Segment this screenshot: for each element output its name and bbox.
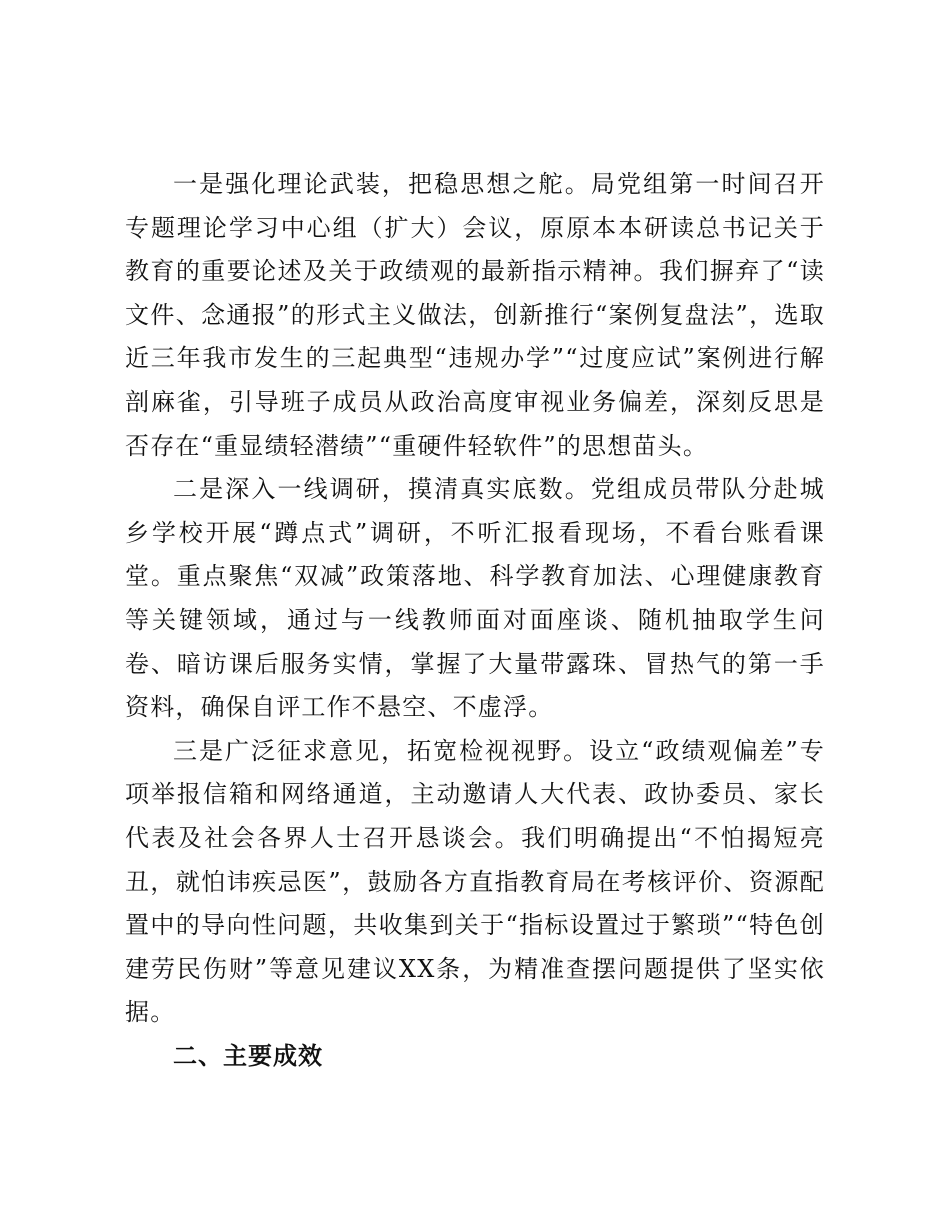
paragraph-solicit-opinions: 三是广泛征求意见，拓宽检视视野。设立“政绩观偏差”专项举报信箱和网络通道，主动邀请人大代表、政协委员、家长代表及社会各界人士召开恳谈会。我们明确提出“不怕揭短亮丑，就怕讳疾忌医”，鼓励各方直指教育局在考核评价、资源配置中的导向性问题，共收集到关于“指标设置过于繁琐”“特色创建劳民伤财”等意见建议XX条，为精准查摆问题提供了坚实依据。 [125,736,825,1027]
paragraph-theory-study: 一是强化理论武装，把稳思想之舵。局党组第一时间召开专题理论学习中心组（扩大）会议，原原本本研读总书记关于教育的重要论述及关于政绩观的最新指示精神。我们摒弃了“读文件、念通报”的形式主义做法，创新推行“案例复盘法”，选取近三年我市发生的三起典型“违规办学”“过度应试”案例进行解剖麻雀，引导班子成员从政治高度审视业务偏差，深刻反思是否存在“重显绩轻潜绩”“重硬件轻软件”的思想苗头。 [125,170,825,460]
paragraph-field-research: 二是深入一线调研，摸清真实底数。党组成员带队分赴城乡学校开展“蹲点式”调研，不听汇报看现场，不看台账看课堂。重点聚焦“双减”政策落地、科学教育加法、心理健康教育等关键领域，通过与一线教师面对面座谈、随机抽取学生问卷、暗访课后服务实情，掌握了大量带露珠、冒热气的第一手资料，确保自评工作不悬空、不虚浮。 [125,475,825,722]
document-body [125,163,825,1078]
section-heading: 二、主要成效 [173,1041,323,1070]
